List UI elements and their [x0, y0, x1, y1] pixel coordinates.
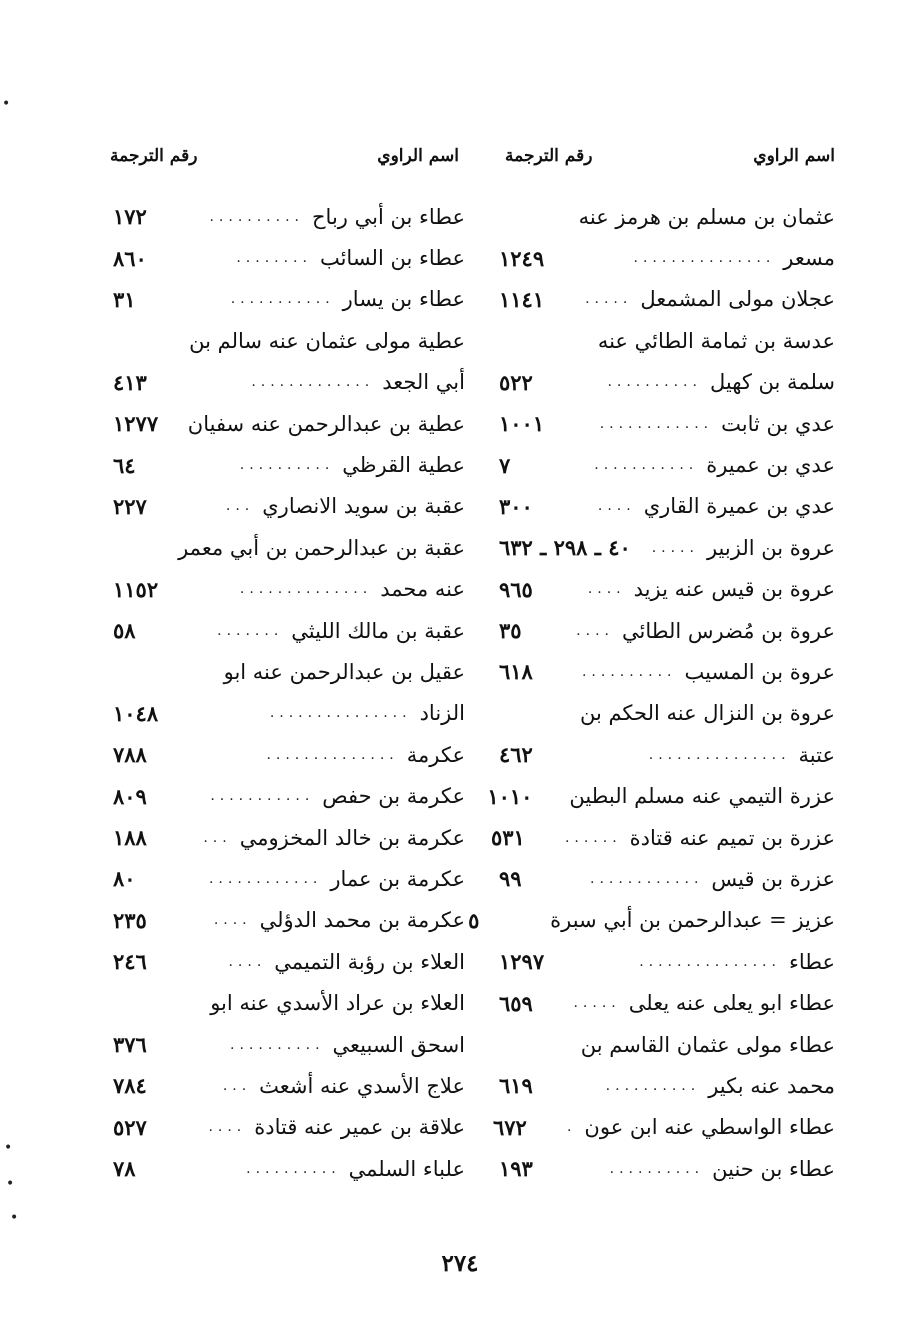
narrator-name: العلاء بن عراد الأسدي عنه ابو [210, 991, 465, 1016]
leader-dots: . [566, 1119, 577, 1136]
entry-row [455, 982, 835, 1023]
biography-number: ١٢٧٧ [113, 411, 159, 437]
right-column-header [455, 146, 835, 174]
scan-mark: • [10, 1210, 19, 1226]
biography-number: ٤٠ ـ ٢٩٨ ـ ٦٣٢ [499, 535, 631, 561]
biography-number: ١١٥٢ [113, 576, 159, 602]
leader-dots: .......... [209, 208, 304, 225]
biography-number: ١٩٣ [499, 1156, 533, 1182]
narrator-name: العلاء بن رؤبة التميمي [274, 949, 465, 974]
biography-number: ٣٠٠ [499, 493, 533, 519]
leader-dots: ..... [585, 291, 633, 308]
entry-row [455, 1024, 835, 1065]
entry-row [85, 237, 465, 278]
entry-row [455, 775, 835, 816]
biography-number: ١٧٢ [113, 204, 147, 230]
narrator-name: عروة بن النزال عنه الحكم بن [579, 701, 835, 726]
biography-number: ٢٤٦ [113, 949, 147, 975]
entry-row [85, 900, 465, 941]
leader-dots: .......... [239, 457, 335, 474]
narrator-name: عدي بن عميرة [706, 453, 835, 478]
leader-dots: ........ [236, 250, 312, 267]
biography-number: ١٠٤٨ [113, 700, 159, 726]
leader-dots: .......... [609, 1160, 705, 1177]
narrator-name: اسحق السبيعي [332, 1032, 465, 1057]
entry-row [85, 569, 465, 610]
leader-dots: .......... [246, 1160, 341, 1177]
biography-number: ٦١٩ [499, 1073, 533, 1099]
entry-row [85, 817, 465, 858]
entry-row [85, 1065, 465, 1106]
biography-number: ٤١٣ [113, 369, 147, 395]
entry-row [85, 982, 465, 1023]
narrator-name: عزيز = عبدالرحمن بن أبي سبرة [550, 908, 835, 933]
narrator-name: عقبة بن مالك الليثي [291, 618, 465, 643]
narrator-name: عطاء بن أبي رباح [311, 204, 465, 229]
entry-row [85, 941, 465, 982]
biography-number: ١٢٩٧ [499, 949, 545, 975]
biography-number: ٨٠ [113, 866, 136, 892]
entry-row [85, 279, 465, 320]
right-column [455, 0, 835, 1333]
entry-row [85, 362, 465, 403]
entry-row [85, 196, 465, 237]
header-name-label: اسم الراوي [753, 146, 835, 166]
entry-row [455, 610, 835, 651]
biography-number: ٩٩ [499, 866, 522, 892]
narrator-name: عقبة بن عبدالرحمن بن أبي معمر [178, 535, 465, 560]
entry-row [85, 651, 465, 692]
narrator-name: سلمة بن كهيل [709, 370, 835, 395]
biography-number: ٩٦٥ [499, 576, 533, 602]
leader-dots: ............... [633, 250, 776, 267]
biography-number: ٢٣٥ [113, 907, 147, 933]
leader-dots: ... [225, 498, 255, 515]
header-name-label: اسم الراوي [377, 146, 459, 166]
biography-number: ٨٠٩ [113, 783, 147, 809]
leader-dots: .... [576, 622, 614, 639]
leader-dots: .... [597, 498, 636, 515]
leader-dots: .... [208, 1119, 247, 1136]
biography-number: ٦٥٩ [499, 990, 533, 1016]
leader-dots: .......... [581, 663, 677, 680]
entry-row [455, 196, 835, 237]
leader-dots: ........... [594, 457, 699, 474]
entry-row [85, 320, 465, 361]
narrator-name: الزناد [419, 701, 465, 726]
scan-mark: • [6, 1176, 15, 1192]
leader-dots: ........... [210, 788, 315, 805]
narrator-name: عنه محمد [380, 577, 465, 602]
entry-row [455, 941, 835, 982]
leader-dots: .............. [266, 746, 399, 763]
biography-number: ٨٦٠ [113, 245, 147, 271]
leader-dots: ..... [573, 995, 621, 1012]
biography-number: ٧٨٤ [113, 1073, 147, 1099]
biography-number: ٣١ [113, 286, 136, 312]
entry-row [455, 1065, 835, 1106]
entry-row [85, 486, 465, 527]
right-column-entries [455, 196, 835, 1189]
leader-dots: ............... [648, 746, 791, 763]
entry-row [455, 279, 835, 320]
entry-row [85, 858, 465, 899]
narrator-name: عروة بن المسيب [684, 659, 835, 684]
narrator-name: عطية مولى عثمان عنه سالم بن [189, 328, 465, 353]
narrator-name: عتبة [798, 742, 835, 767]
biography-number: ١١٤١ [499, 286, 545, 312]
page-number: ٢٧٤ [441, 1250, 479, 1277]
narrator-name: علاج الأسدي عنه أشعث [259, 1073, 465, 1098]
leader-dots: .............. [239, 581, 373, 598]
narrator-name: عطية القرظي [342, 453, 465, 478]
narrator-name: عطاء الواسطي عنه ابن عون [584, 1115, 835, 1140]
entry-row [85, 693, 465, 734]
entry-row [455, 1107, 835, 1148]
entry-row [85, 610, 465, 651]
biography-number: ٧٨٨ [113, 742, 147, 768]
biography-number: ٥ [468, 907, 480, 933]
entry-row [455, 362, 835, 403]
entry-row [455, 444, 835, 485]
entry-row [455, 569, 835, 610]
entry-row [455, 734, 835, 775]
narrator-name: عزرة بن قيس [711, 866, 835, 891]
leader-dots: ... [203, 829, 232, 846]
entry-row [85, 1148, 465, 1189]
biography-number: ٤٦٢ [499, 742, 533, 768]
entry-row [85, 403, 465, 444]
entry-row [85, 734, 465, 775]
narrator-name: محمد عنه بكير [708, 1073, 835, 1098]
entry-row [455, 527, 835, 568]
entry-row [455, 858, 835, 899]
leader-dots: .... [213, 912, 252, 929]
narrator-name: عطاء بن حنين [712, 1156, 835, 1181]
scan-mark: • [4, 1140, 13, 1156]
narrator-name: مسعر [783, 246, 835, 271]
entry-row [455, 486, 835, 527]
narrator-name: عكرمة [406, 742, 465, 767]
narrator-name: عطاء مولى عثمان القاسم بن [580, 1032, 835, 1057]
entry-row [85, 1107, 465, 1148]
left-column-header [85, 146, 465, 174]
narrator-name: عكرمة بن خالد المخزومي [239, 825, 465, 850]
entry-row [85, 775, 465, 816]
biography-number: ٣٥ [499, 618, 522, 644]
narrator-name: عطاء ابو يعلى عنه يعلى [628, 991, 835, 1016]
scan-mark: • [2, 96, 11, 112]
leader-dots: ............ [599, 415, 714, 432]
entry-row [455, 817, 835, 858]
biography-number: ٥٢٧ [113, 1114, 147, 1140]
leader-dots: .... [587, 581, 626, 598]
entry-row [455, 693, 835, 734]
entry-row [455, 1148, 835, 1189]
entry-row [455, 900, 835, 941]
narrator-name: عدي بن عميرة القاري [643, 494, 835, 519]
leader-dots: ............. [251, 374, 375, 391]
biography-number: ٣٧٦ [113, 1032, 147, 1057]
biography-number: ٥٣١ [490, 825, 525, 851]
narrator-name: عطاء بن السائب [319, 246, 465, 271]
biography-number: ٥٨ [113, 618, 136, 644]
header-number-label: رقم الترجمة [505, 146, 593, 166]
narrator-name: عزرة بن تميم عنه قتادة [629, 825, 835, 850]
biography-number: ٥٢٢ [499, 369, 533, 395]
biography-number: ٦٤ [113, 452, 136, 478]
entry-row [85, 1024, 465, 1065]
narrator-name: عكرمة بن عمار [330, 866, 465, 891]
narrator-name: عقبة بن سويد الانصاري [262, 494, 465, 519]
leader-dots: ............ [590, 870, 704, 887]
narrator-name: عدي بن ثابت [721, 411, 835, 436]
narrator-name: عثمان بن مسلم بن هرمز عنه [578, 204, 835, 229]
narrator-name: عطاء [788, 949, 835, 974]
leader-dots: .......... [230, 1036, 325, 1053]
narrator-name: عكرمة بن محمد الدؤلي [259, 908, 465, 933]
entry-row [85, 444, 465, 485]
leader-dots: .......... [607, 374, 702, 391]
narrator-name: عدسة بن ثمامة الطائي عنه [597, 328, 835, 353]
biography-number: ١٢٤٩ [499, 245, 545, 271]
narrator-name: عروة بن الزبير [706, 535, 835, 560]
biography-number: ٧ [499, 452, 511, 478]
entry-row [455, 237, 835, 278]
biography-number: ١٨٨ [113, 825, 147, 851]
narrator-name: أبي الجعد [382, 370, 465, 395]
biography-number: ١٠١٠ [487, 783, 533, 809]
biography-number: ١٠٠١ [499, 411, 545, 437]
biography-number: ٧٨ [113, 1156, 136, 1182]
narrator-name: عروة بن قيس عنه يزيد [633, 577, 835, 602]
leader-dots: .......... [605, 1077, 701, 1094]
leader-dots: ...... [564, 829, 622, 846]
entry-row [455, 651, 835, 692]
narrator-name: علاقة بن عمير عنه قتادة [254, 1115, 465, 1140]
leader-dots: ....... [217, 622, 284, 639]
biography-number: ٢٢٧ [113, 493, 147, 519]
left-column [85, 0, 465, 1333]
leader-dots: ..... [651, 539, 699, 556]
leader-dots: ............... [639, 953, 781, 970]
narrator-name: عقيل بن عبدالرحمن عنه ابو [223, 659, 465, 684]
narrator-name: عزرة التيمي عنه مسلم البطين [569, 784, 835, 809]
entry-row [455, 403, 835, 444]
leader-dots: .... [228, 953, 267, 970]
left-column-entries [85, 196, 465, 1189]
narrator-name: عطية بن عبدالرحمن عنه سفيان [187, 411, 465, 436]
leader-dots: ............... [269, 705, 412, 722]
narrator-name: عروة بن مُضرس الطائي [621, 618, 835, 643]
leader-dots: ... [222, 1077, 252, 1094]
leader-dots: ............ [208, 870, 323, 887]
narrator-name: عطاء بن يسار [342, 287, 465, 312]
header-number-label: رقم الترجمة [110, 146, 198, 166]
biography-number: ٦١٨ [499, 659, 533, 685]
narrator-name: عجلان مولى المشمعل [640, 287, 835, 312]
biography-number: ٦٧٢ [492, 1114, 527, 1140]
narrator-name: عكرمة بن حفص [322, 784, 465, 809]
narrator-name: علباء السلمي [348, 1156, 465, 1181]
entry-row [455, 320, 835, 361]
entry-row [85, 527, 465, 568]
leader-dots: ........... [230, 291, 335, 308]
